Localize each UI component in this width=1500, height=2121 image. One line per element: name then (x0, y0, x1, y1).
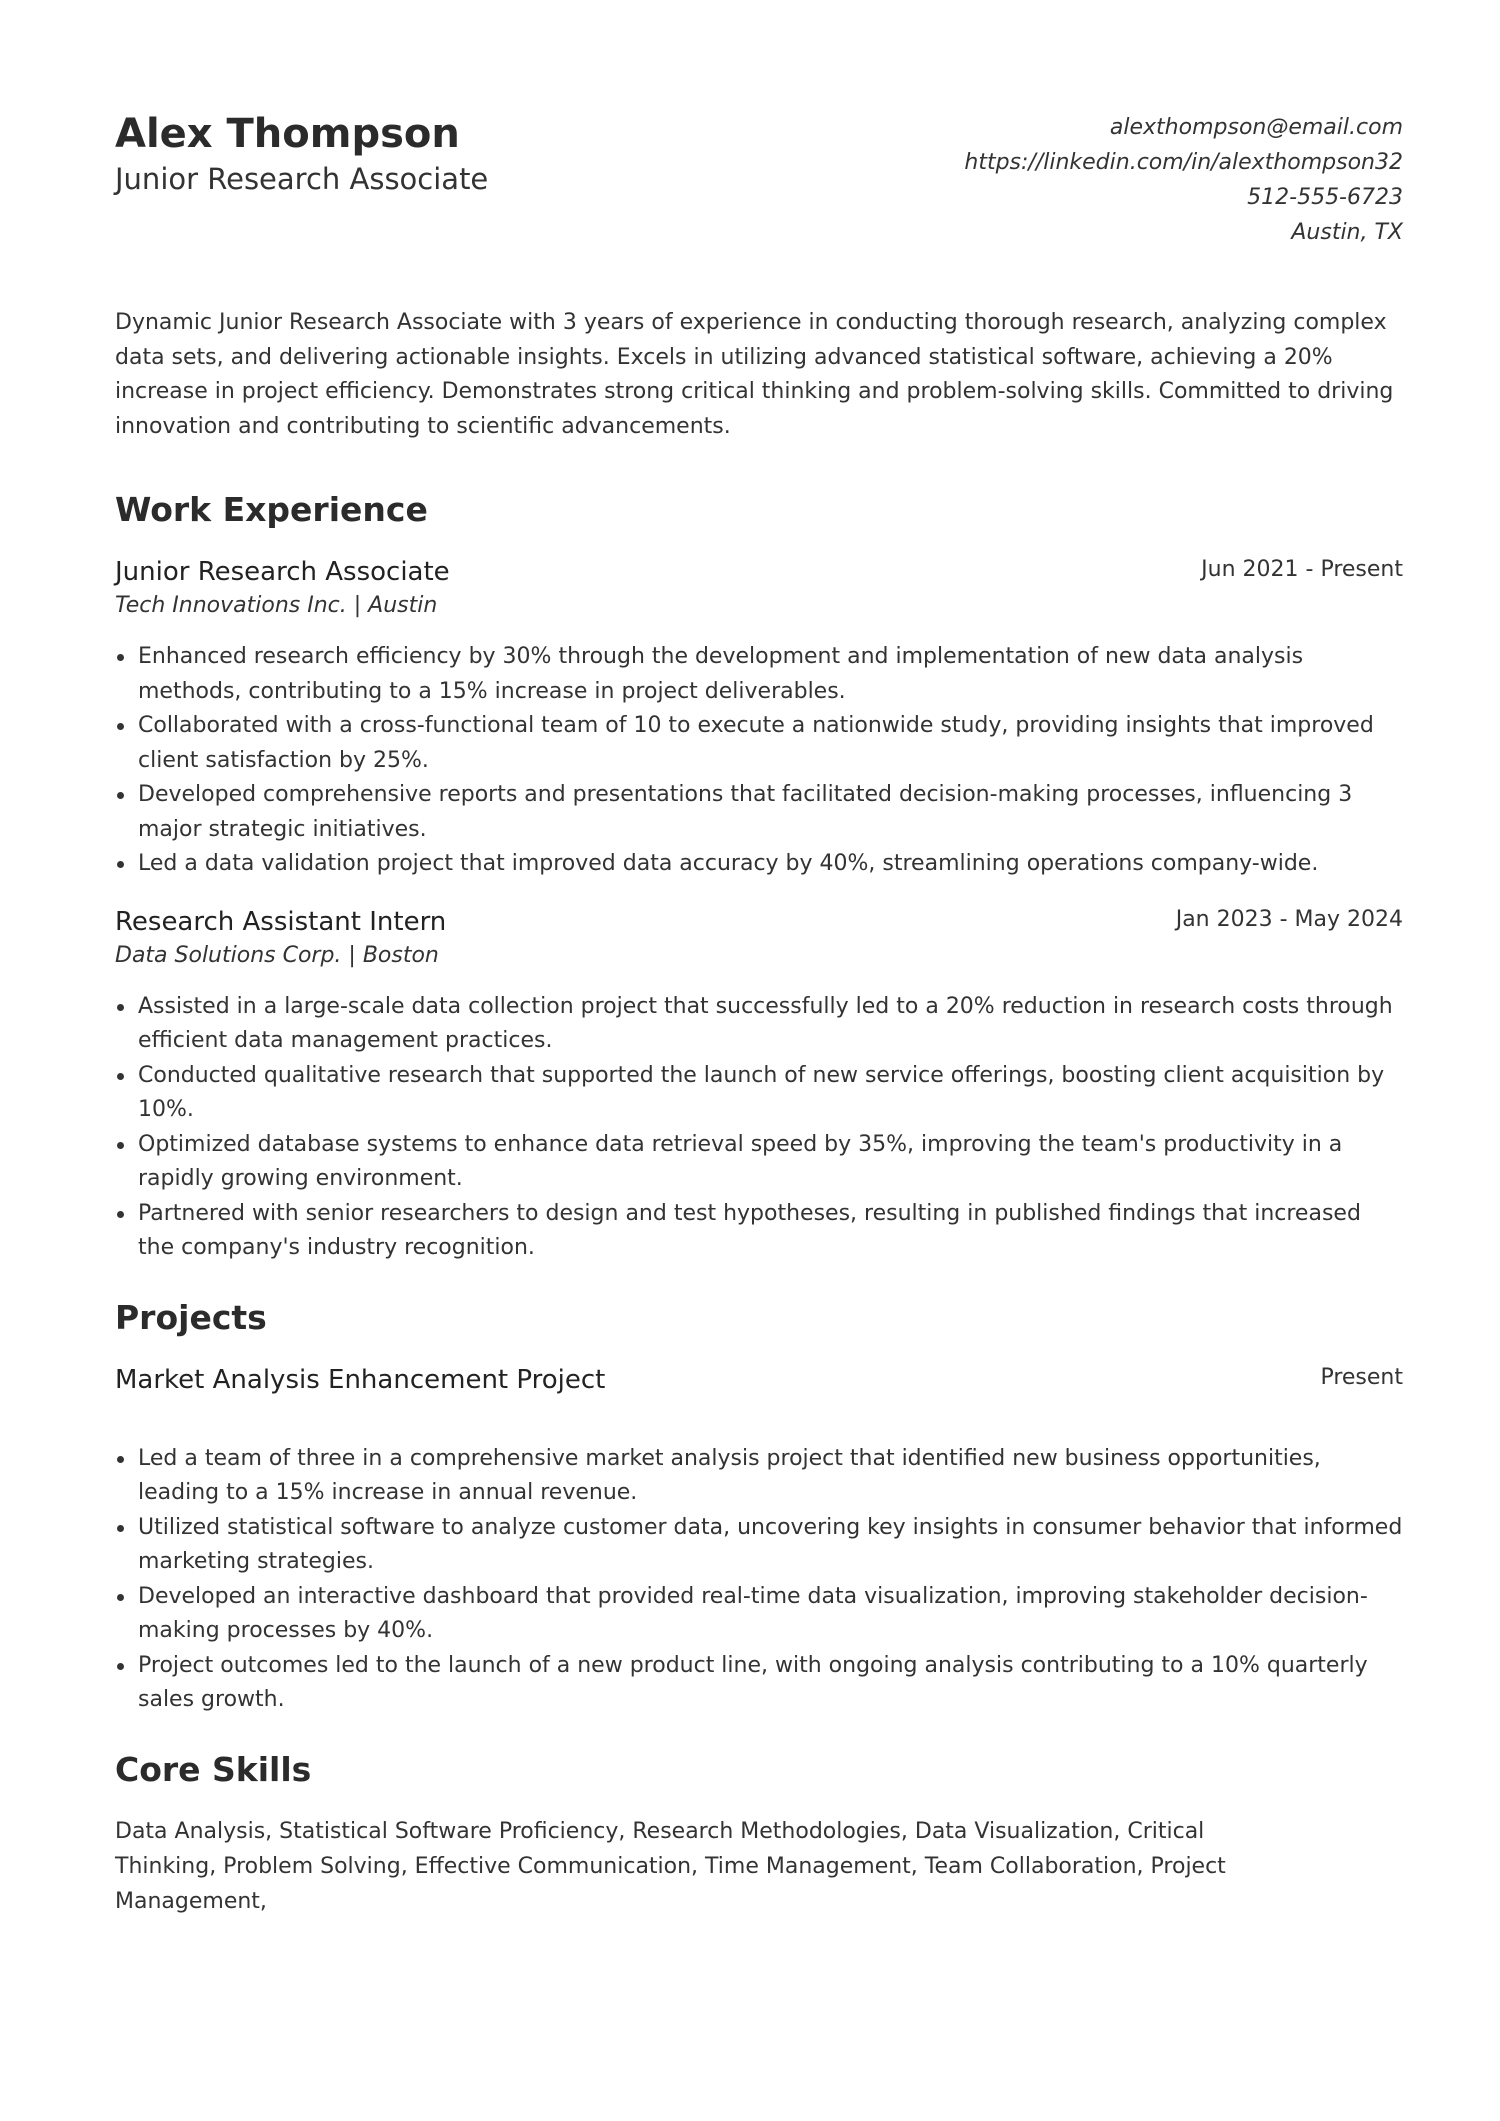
bullet-item (115, 1511, 1403, 1580)
job-date: Jun 2021 - Present (1201, 557, 1403, 582)
identity-block (115, 108, 488, 198)
contact-location: Austin, TX (1291, 220, 1403, 245)
projects-section (115, 1296, 1403, 1718)
contact-email[interactable]: alexthompson@email.com (1109, 115, 1403, 140)
contact-block (964, 108, 1403, 250)
project-entry (115, 1362, 1403, 1718)
bullet-text: Optimized database systems to enhance data retrieval speed by 35%, improving the team's productivity in a rapidly growing environment. (138, 1131, 1343, 1191)
bullet-dot-icon (117, 654, 124, 661)
summary-paragraph: Dynamic Junior Research Associate with 3 years of experience in conducting thorough research, analyzing complex data sets, and delivering actionable insights. Excels in utilizing advanced statistical software, achieving a 20% increase in project efficiency. Demonstrates strong critical thinking and problem-solving skills. Committed to driving innovation and contributing to scientific advancements. (115, 310, 1394, 439)
job-role: Research Assistant Intern (115, 906, 447, 937)
contact-phone: 512-555-6723 (1247, 185, 1403, 210)
bullet-dot-icon (117, 1073, 124, 1080)
bullet-item (115, 709, 1403, 778)
project-name: Market Analysis Enhancement Project (115, 1364, 606, 1395)
bullet-item (115, 1580, 1403, 1649)
bullet-item (115, 778, 1403, 847)
bullet-dot-icon (117, 1456, 124, 1463)
bullet-dot-icon (117, 1594, 124, 1601)
bullet-text: Project outcomes led to the launch of a new product line, with ongoing analysis contributing to a 10% quarterly sales growth. (138, 1652, 1368, 1712)
job-bullets (115, 990, 1403, 1266)
job-bullets (115, 640, 1403, 882)
bullet-text: Led a team of three in a comprehensive market analysis project that identified new business opportunities, leading to a 15% increase in annual revenue. (138, 1445, 1321, 1505)
bullet-item (115, 640, 1403, 709)
job-entry (115, 904, 1403, 1266)
bullet-dot-icon (117, 792, 124, 799)
bullet-text: Utilized statistical software to analyze customer data, uncovering key insights in consumer behavior that informed marketing strategies. (138, 1514, 1403, 1574)
job-org: Tech Innovations Inc. | Austin (115, 593, 438, 618)
bullet-item (115, 1197, 1403, 1266)
bullet-dot-icon (117, 1525, 124, 1532)
job-org: Data Solutions Corp. | Boston (115, 942, 439, 968)
bullet-item (115, 847, 1403, 882)
bullet-item (115, 1649, 1403, 1718)
skills-list: Data Analysis, Statistical Software Proficiency, Research Methodologies, Data Visualization, Critical Thinking, Problem Solving, Effective Communication, Time Management, Team Collaboration, Project Management, (115, 1818, 1226, 1914)
bullet-item (115, 1059, 1403, 1128)
resume-header (115, 108, 1403, 250)
bullet-dot-icon (117, 861, 124, 868)
job-date: Jan 2023 - May 2024 (1175, 906, 1403, 932)
bullet-item (115, 990, 1403, 1059)
project-date: Present (1320, 1364, 1403, 1390)
job-role: Junior Research Associate (115, 557, 450, 587)
bullet-dot-icon (117, 1142, 124, 1149)
project-bullets (115, 1442, 1403, 1718)
bullet-text: Developed an interactive dashboard that provided real-time data visualization, improving stakeholder decision-making processes by 40%. (138, 1583, 1368, 1643)
section-title-projects: Projects (115, 1297, 267, 1337)
candidate-name: Alex Thompson (115, 111, 460, 157)
bullet-dot-icon (117, 1211, 124, 1218)
section-title-work: Work Experience (115, 490, 428, 529)
bullet-text: Led a data validation project that improved data accuracy by 40%, streamlining operations company-wide. (138, 851, 1319, 876)
bullet-text: Partnered with senior researchers to design and test hypotheses, resulting in published findings that increased the company's industry recognition. (138, 1200, 1361, 1260)
bullet-text: Enhanced research efficiency by 30% through the development and implementation of new data analysis methods, contributing to a 15% increase in project deliverables. (138, 644, 1304, 704)
bullet-dot-icon (117, 723, 124, 730)
bullet-text: Developed comprehensive reports and presentations that facilitated decision-making processes, influencing 3 major strategic initiatives. (138, 782, 1353, 842)
bullet-text: Collaborated with a cross-functional team of 10 to execute a nationwide study, providing insights that improved client satisfaction by 25%. (138, 713, 1374, 773)
contact-linkedin[interactable]: https://linkedin.com/in/alexthompson32 (964, 150, 1403, 175)
bullet-text: Conducted qualitative research that supported the launch of new service offerings, boosting client acquisition by 10%. (138, 1062, 1385, 1122)
work-experience-section (115, 488, 1403, 1266)
bullet-text: Assisted in a large-scale data collection project that successfully led to a 20% reduction in research costs through efficient data management practices. (138, 993, 1393, 1053)
bullet-item (115, 1442, 1403, 1511)
section-title-skills: Core Skills (115, 1749, 312, 1789)
candidate-title: Junior Research Associate (115, 162, 489, 196)
job-entry (115, 554, 1403, 882)
bullet-item (115, 1128, 1403, 1197)
bullet-dot-icon (117, 1004, 124, 1011)
bullet-dot-icon (117, 1663, 124, 1670)
skills-section (115, 1748, 1403, 1919)
